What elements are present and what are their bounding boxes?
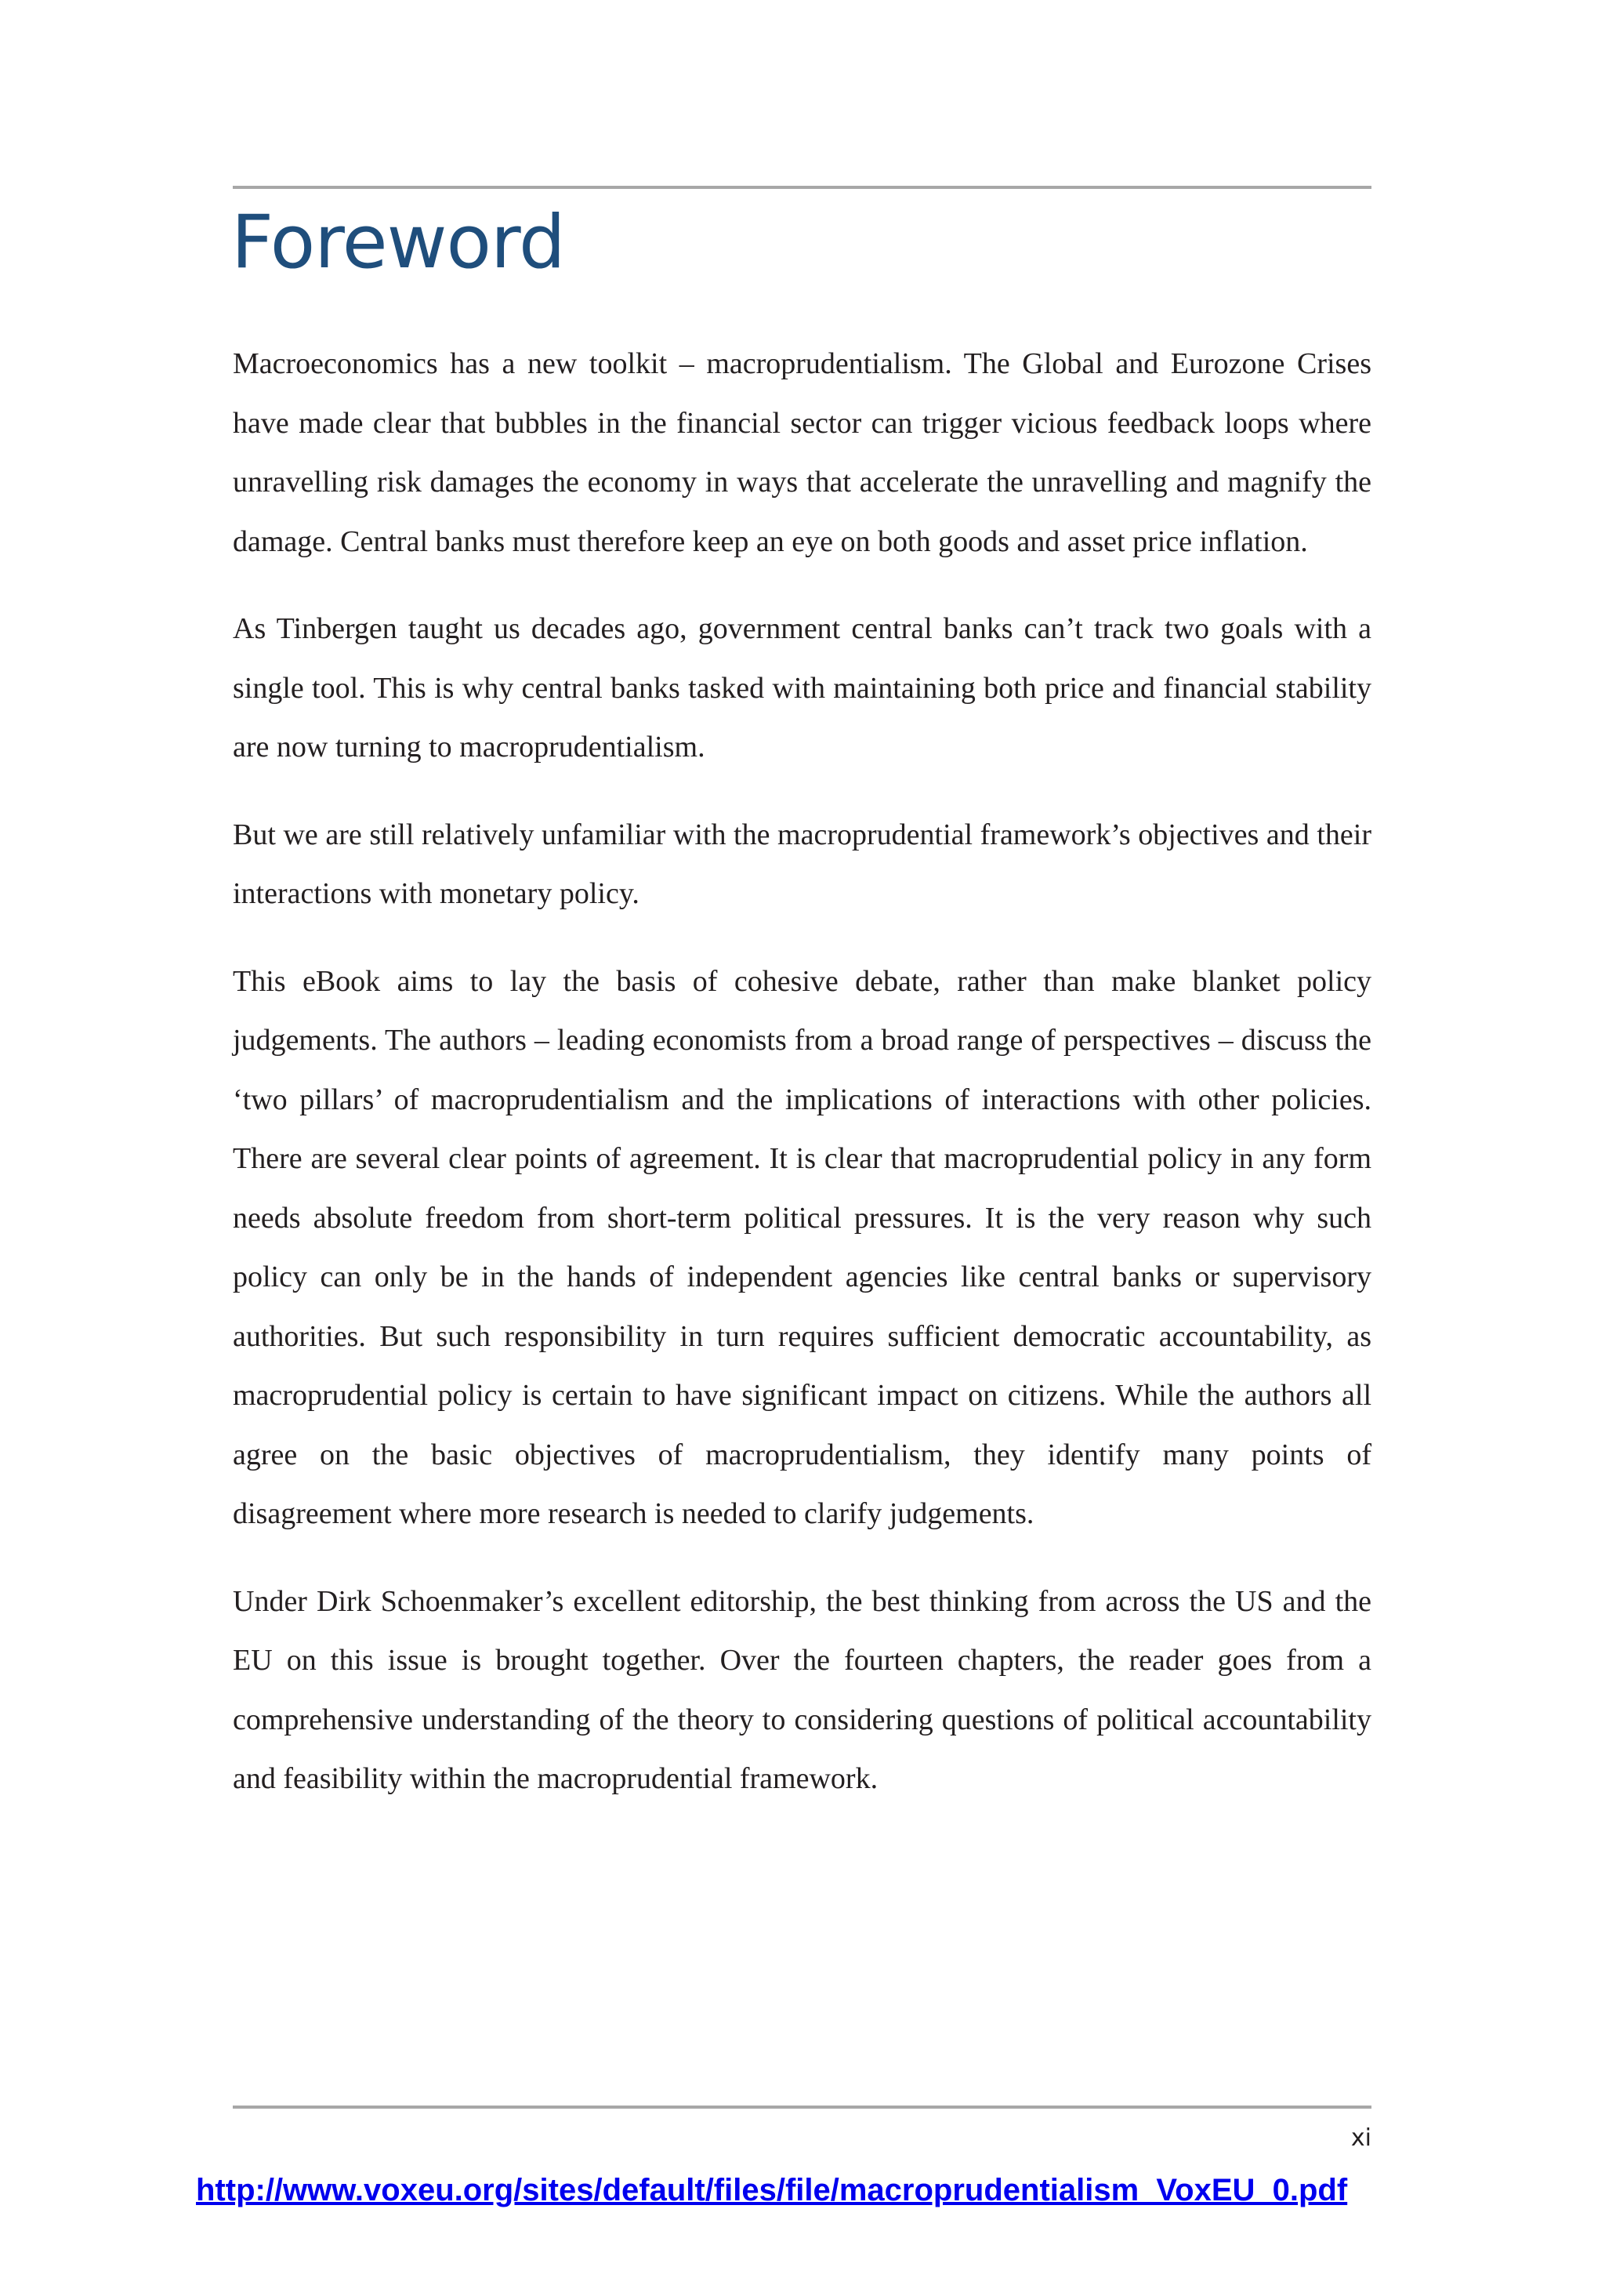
paragraph-2: As Tinbergen taught us decades ago, government central banks can’t track two goals with a single tool. This is why central banks tasked with maintaining both price and financial stability are now turning to macroprudentialism. xyxy=(233,612,1371,764)
page-number: xi xyxy=(1350,2124,1371,2152)
page-title: Foreword xyxy=(231,200,565,285)
foreword-body xyxy=(233,335,1371,1837)
paragraph-5: Under Dirk Schoenmaker’s excellent editorship, the best thinking from across the US and the EU on this issue is brought together. Over the fourteen chapters, the reader goes from a comprehensive understanding of the theory to considering questions of political accountability and feasibility within the macroprudential framework. xyxy=(233,1584,1371,1795)
paragraph-4: This eBook aims to lay the basis of cohesive debate, rather than make blanket policy judgements. The authors – leading economists from a broad range of perspectives – discuss the ‘two pillars’ of macroprudentialism and the implications of interactions with other policies. There are several clear points of agreement. It is clear that macroprudential policy in any form needs absolute freedom from short-term political pressures. It is the very reason why such policy can only be in the hands of independent agencies like central banks or supervisory authorities. But such responsibility in turn requires sufficient democratic accountability, as macroprudential policy is certain to have significant impact on citizens. While the authors all agree on the basic objectives of macroprudentialism, they identify many points of disagreement where more research is needed to clarify judgements. xyxy=(233,964,1371,1530)
source-url-link[interactable]: http://www.voxeu.org/sites/default/files/file/macroprudentialism_VoxEU_0.pdf xyxy=(196,2173,1348,2207)
bottom-divider xyxy=(233,2106,1371,2109)
paragraph-3: But we are still relatively unfamiliar with the macroprudential framework’s objectives and their interactions with monetary policy. xyxy=(233,818,1371,910)
paragraph-1: Macroeconomics has a new toolkit – macroprudentialism. The Global and Eurozone Crises have made clear that bubbles in the financial sector can trigger vicious feedback loops where unravelling risk damages the economy in ways that accelerate the unravelling and magnify the damage. Central banks must therefore keep an eye on both goods and asset price inflation. xyxy=(233,347,1371,558)
top-divider xyxy=(233,186,1371,189)
